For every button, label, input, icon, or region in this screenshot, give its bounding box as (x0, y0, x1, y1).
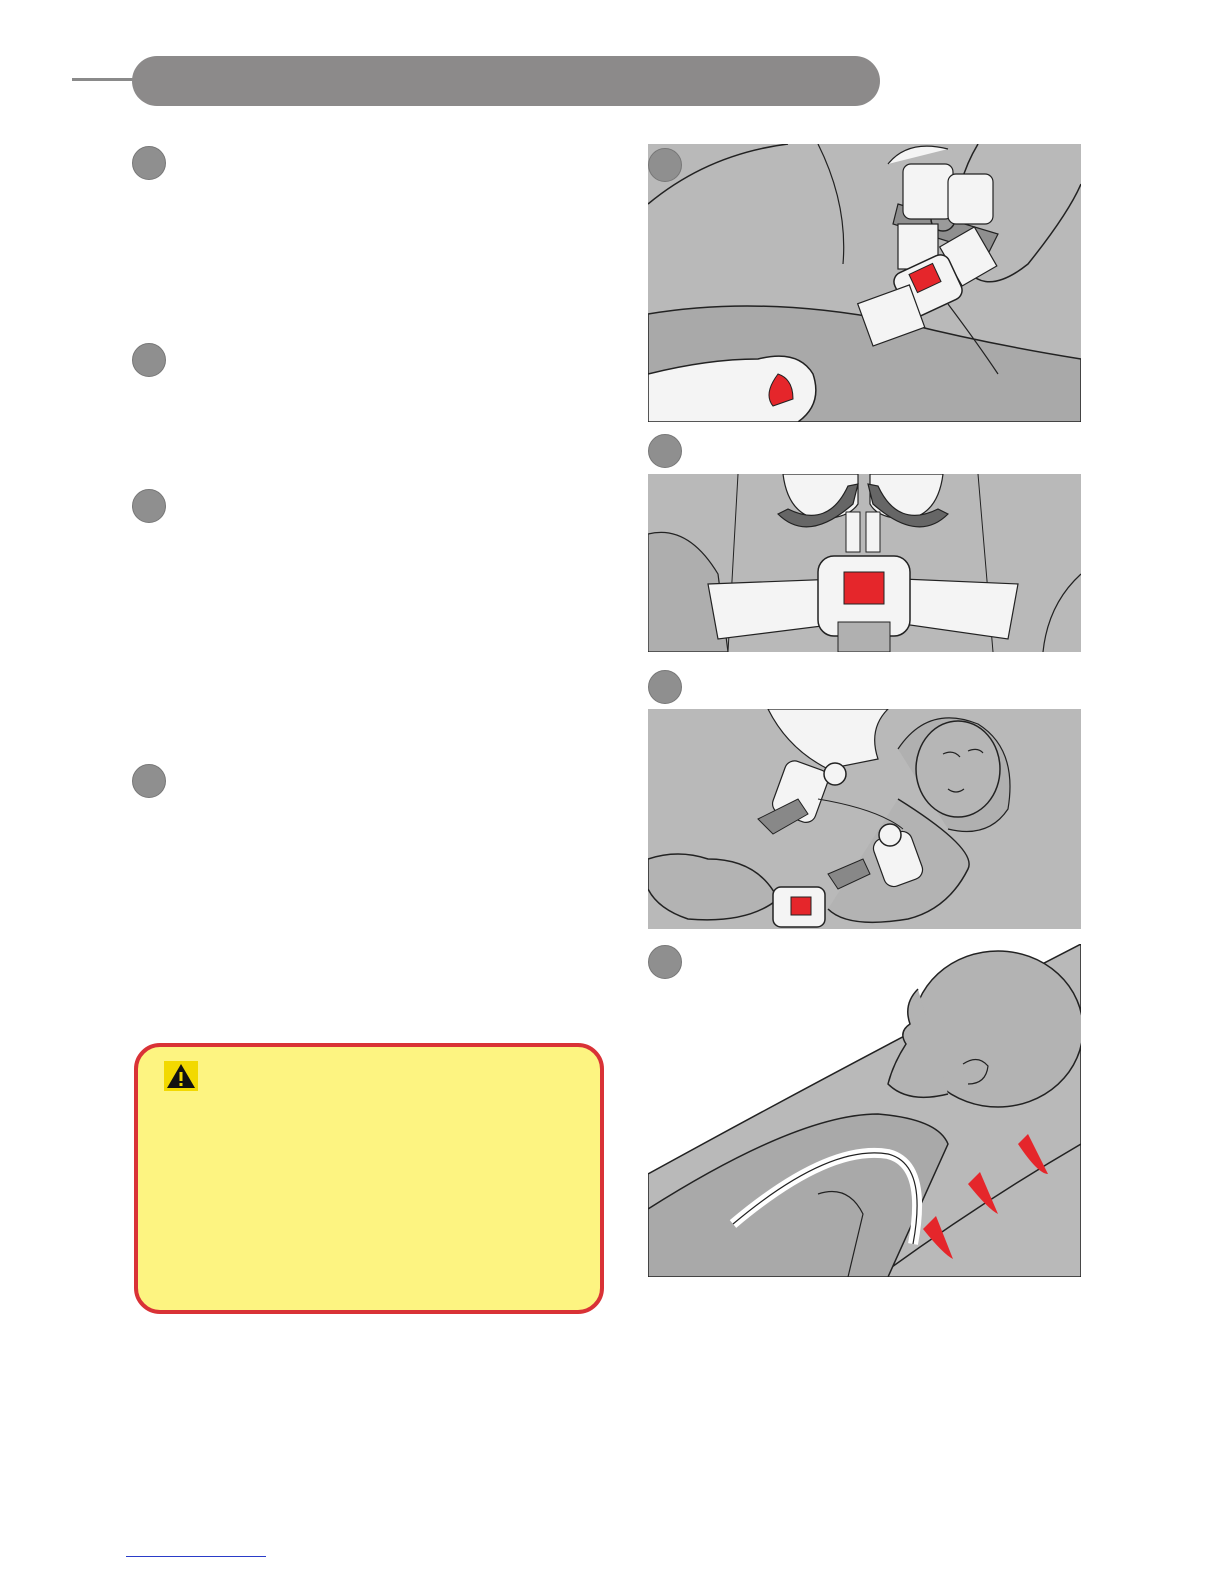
illustration-4 (648, 944, 1081, 1277)
section-header-bar (132, 56, 880, 106)
step-1-marker (132, 146, 166, 180)
warning-triangle-icon (164, 1061, 198, 1091)
warning-box (134, 1043, 604, 1314)
illustration-2 (648, 474, 1081, 652)
illustration-4-marker (648, 945, 682, 979)
illustration-1-marker (648, 148, 682, 182)
step-2-marker (132, 343, 166, 377)
step-3-marker (132, 489, 166, 523)
illustration-3-marker (648, 670, 682, 704)
illustration-3 (648, 709, 1081, 929)
illustration-1 (648, 144, 1081, 422)
footer-link-underline[interactable] (126, 1556, 266, 1557)
illustration-2-marker (648, 434, 682, 468)
step-4-marker (132, 764, 166, 798)
